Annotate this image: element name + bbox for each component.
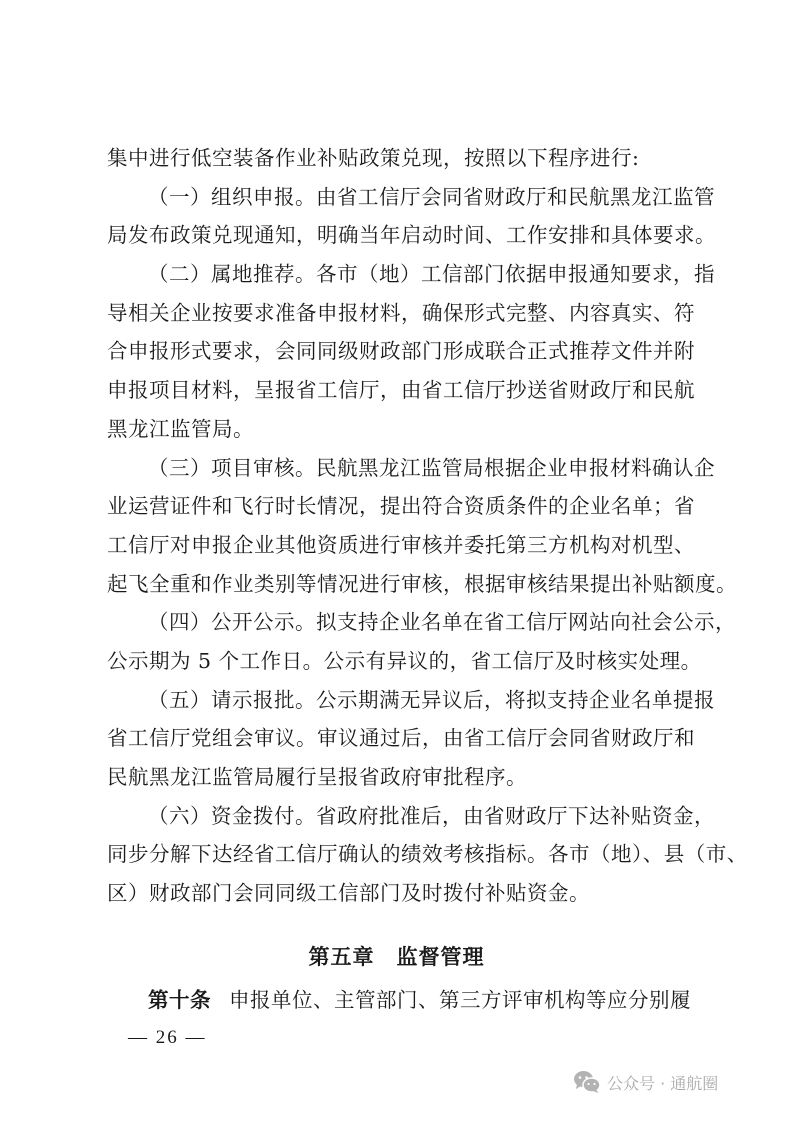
procedure-step-4: （四）公开公示。拟支持企业名单在省工信厅网站向社会公示， bbox=[148, 610, 736, 635]
chapter-heading bbox=[0, 941, 793, 973]
text-line: 导相关企业按要求准备申报材料，确保形式完整、内容真实、符 bbox=[107, 300, 695, 325]
page-number: — 26 — bbox=[128, 1027, 207, 1048]
procedure-step-1: （一）组织申报。由省工信厅会同省财政厅和民航黑龙江监管 bbox=[148, 184, 715, 209]
chapter-number: 第五章 bbox=[308, 945, 375, 969]
text-line: 工信厅对申报企业其他资质进行审核并委托第三方机构对机型、 bbox=[107, 532, 695, 557]
text-line: 省工信厅党组会审议。审议通过后，由省工信厅会同省财政厅和 bbox=[107, 726, 695, 751]
procedure-step-3: （三）项目审核。民航黑龙江监管局根据企业申报材料确认企 bbox=[148, 455, 715, 480]
chapter-title: 监督管理 bbox=[396, 945, 485, 969]
text-line: 同步分解下达经省工信厅确认的绩效考核指标。各市（地）、县（市、 bbox=[107, 842, 748, 867]
text-line: 区）财政部门会同同级工信部门及时拨付补贴资金。 bbox=[107, 881, 590, 906]
text-line: 黑龙江监管局。 bbox=[107, 416, 254, 441]
text-line: 局发布政策兑现通知，明确当年启动时间、工作安排和具体要求。 bbox=[107, 223, 716, 248]
text-line: 合申报形式要求，会同同级财政部门形成联合正式推荐文件并附 bbox=[107, 339, 695, 364]
text-line: 民航黑龙江监管局履行呈报省政府审批程序。 bbox=[107, 765, 527, 789]
body-text bbox=[107, 139, 748, 913]
watermark-text: 公众号 · 通航圈 bbox=[607, 1073, 719, 1093]
procedure-step-6: （六）资金拨付。省政府批准后，由省财政厅下达补贴资金， bbox=[148, 803, 715, 828]
wechat-watermark bbox=[573, 1070, 718, 1094]
text-line: 公示期为 5 个工作日。公示有异议的，省工信厅及时核实处理。 bbox=[107, 648, 702, 673]
article-paragraph bbox=[148, 981, 691, 1019]
procedure-step-5: （五）请示报批。公示期满无异议后，将拟支持企业名单提报 bbox=[148, 687, 715, 712]
article-number: 第十条 bbox=[148, 988, 211, 1012]
article-text: 申报单位、主管部门、第三方评审机构等应分别履 bbox=[229, 988, 691, 1012]
text-line: 申报项目材料，呈报省工信厅，由省工信厅抄送省财政厅和民航 bbox=[107, 378, 695, 403]
text-line: 业运营证件和飞行时长情况，提出符合资质条件的企业名单；省 bbox=[107, 494, 695, 519]
text-line: 集中进行低空装备作业补贴政策兑现，按照以下程序进行: bbox=[107, 146, 640, 170]
wechat-icon bbox=[573, 1070, 601, 1094]
procedure-step-2: （二）属地推荐。各市（地）工信部门依据申报通知要求，指 bbox=[148, 262, 715, 287]
text-line: 起飞全重和作业类别等情况进行审核，根据审核结果提出补贴额度。 bbox=[107, 571, 737, 596]
